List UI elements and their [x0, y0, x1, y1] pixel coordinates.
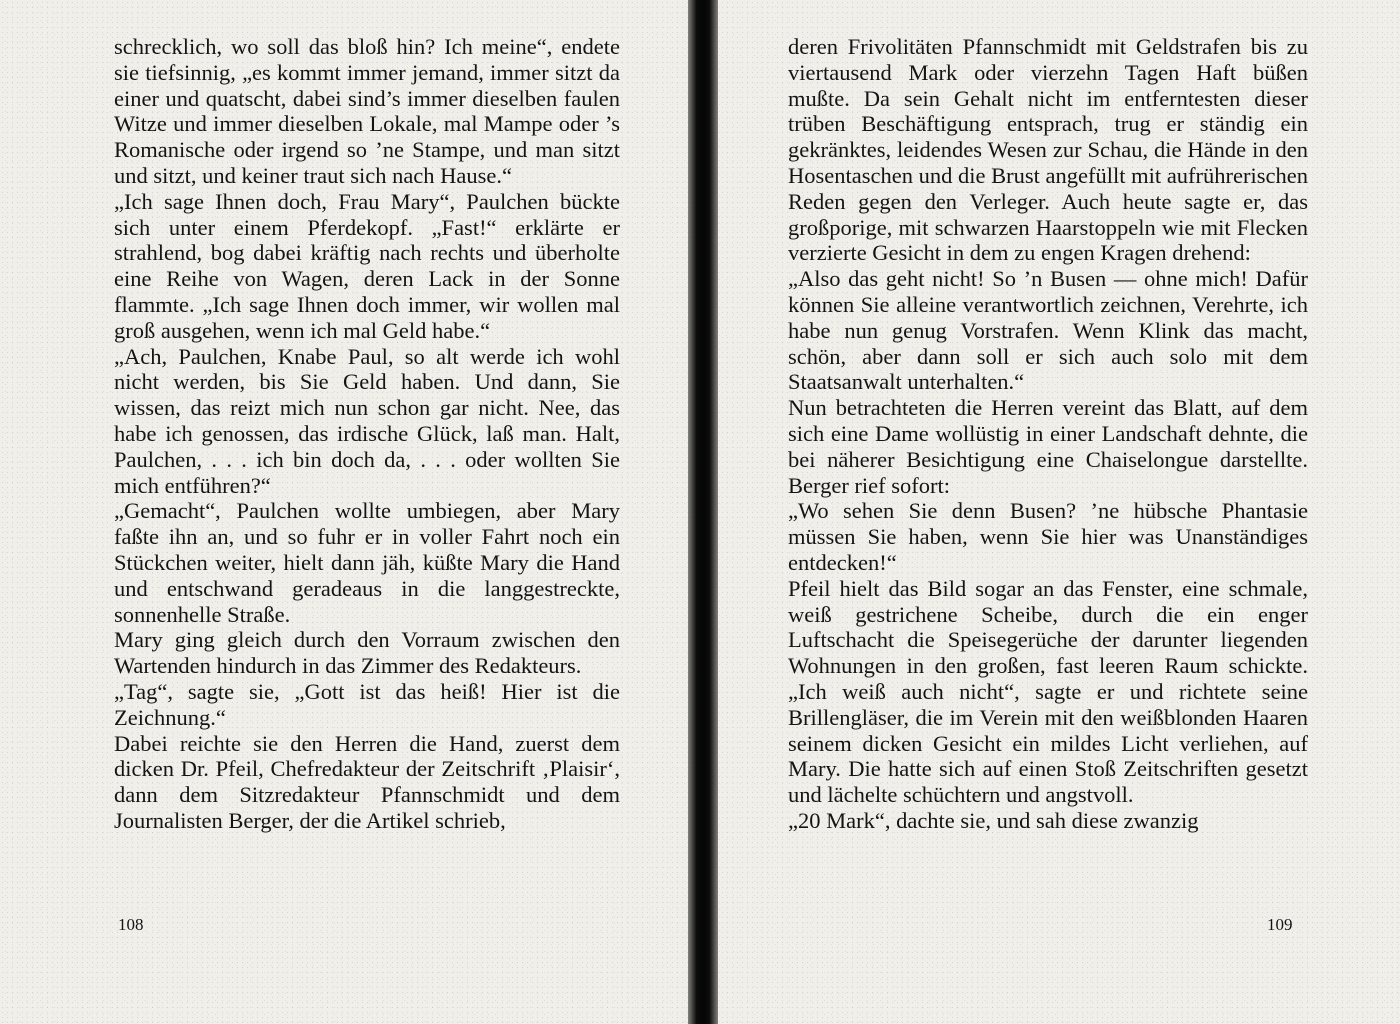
- left-page-text: [114, 34, 620, 834]
- paragraph: schrecklich, wo soll das bloß hin? Ich meine“, endete sie tiefsinnig, „es kommt immer jemand, immer sitzt da einer und quatscht, dabei sind’s immer dieselben faulen Witze und immer dieselben Lokale, mal Mampe oder ’s Romanische oder irgend so ’ne Stampe, und man sitzt und sitzt, und keiner traut sich nach Hause.“: [114, 34, 620, 188]
- page-number: 108: [118, 915, 144, 934]
- paragraph: „20 Mark“, dachte sie, und sah diese zwanzig: [788, 807, 1199, 833]
- paragraph: Pfeil hielt das Bild sogar an das Fenster, eine schmale, weiß gestrichene Scheibe, durch die ein enger Luftschacht die Speisegerüche der darunter liegenden Wohnungen in den großen, fast leeren Raum schickte. „Ich weiß auch nicht“, sagte er und richtete seine Brillengläser, die im Verein mit den weißblonden Haaren seinem dicken Gesicht ein mildes Licht verliehen, auf Mary. Die hatte sich auf einen Stoß Zeitschriften gesetzt und lächelte schüchtern und angstvoll.: [788, 575, 1308, 808]
- paragraph: „Gemacht“, Paulchen wollte umbiegen, aber Mary faßte ihn an, und so fuhr er in voller Fahrt noch ein Stückchen weiter, hielt dann jäh, küßte Mary die Hand und entschwand geradeaus in die langgestreckte, sonnenhelle Straße.: [114, 498, 620, 627]
- paragraph: Mary ging gleich durch den Vorraum zwischen den Wartenden hindurch in das Zimmer des Redakteurs.: [114, 627, 620, 679]
- right-page-text: [788, 34, 1308, 834]
- right-page: [716, 0, 1400, 1024]
- paragraph: „Also das geht nicht! So ’n Busen — ohne mich! Dafür können Sie alleine verantwortlich zeichnen, Verehrte, ich habe nun genug Vorstrafen. Wenn Klink das macht, schön, aber dann soll er sich auch solo mit dem Staatsanwalt unterhalten.“: [788, 266, 1308, 395]
- book-gutter: [688, 0, 718, 1024]
- paragraph: „Ach, Paulchen, Knabe Paul, so alt werde ich wohl nicht werden, bis Sie Geld haben. Und dann, Sie wissen, das reizt mich nun schon gar nicht. Nee, das habe ich genossen, das irdische Glück, laß man. Halt, Paulchen, . . . ich bin doch da, . . . oder wollten Sie mich entführen?“: [114, 343, 620, 498]
- paragraph: „Ich sage Ihnen doch, Frau Mary“, Paulchen bückte sich unter einem Pferdekopf. „Fast!“ erklärte er strahlend, bog dabei kräftig nach rechts und überholte eine Reihe von Wagen, deren Lack in der Sonne flammte. „Ich sage Ihnen doch immer, wir wollen mal groß ausgehen, wenn ich mal Geld habe.“: [114, 188, 620, 343]
- left-page: [0, 0, 696, 1024]
- page-number: 109: [1267, 915, 1293, 934]
- paragraph: „Tag“, sagte sie, „Gott ist das heiß! Hier ist die Zeichnung.“: [114, 678, 620, 730]
- paragraph: „Wo sehen Sie denn Busen? ’ne hübsche Phantasie müssen Sie haben, wenn Sie hier was Unanständiges entdecken!“: [788, 498, 1308, 575]
- paragraph: deren Frivolitäten Pfannschmidt mit Geldstrafen bis zu viertausend Mark oder vierzehn Tagen Haft büßen mußte. Da sein Gehalt nicht im entferntesten dieser trüben Beschäftigung entsprach, trug er ständig ein gekränktes, leidendes Wesen zur Schau, die Hände in den Hosentaschen und die Brust angefüllt mit aufrührerischen Reden gegen den Verleger. Auch heute sagte er, das großporige, mit schwarzen Haarstoppeln wie mit Flecken verzierte Gesicht in dem zu engen Kragen drehend:: [788, 34, 1308, 266]
- paragraph: Dabei reichte sie den Herren die Hand, zuerst dem dicken Dr. Pfeil, Chefredakteur der Zeitschrift ‚Plaisir‘, dann dem Sitzredakteur Pfannschmidt und dem Journalisten Berger, der die Artikel schrieb,: [114, 730, 620, 833]
- paragraph: Nun betrachteten die Herren vereint das Blatt, auf dem sich eine Dame wollüstig in einer Landschaft dehnte, die bei näherer Besichtigung eine Chaiselongue darstellte. Berger rief sofort:: [788, 395, 1308, 498]
